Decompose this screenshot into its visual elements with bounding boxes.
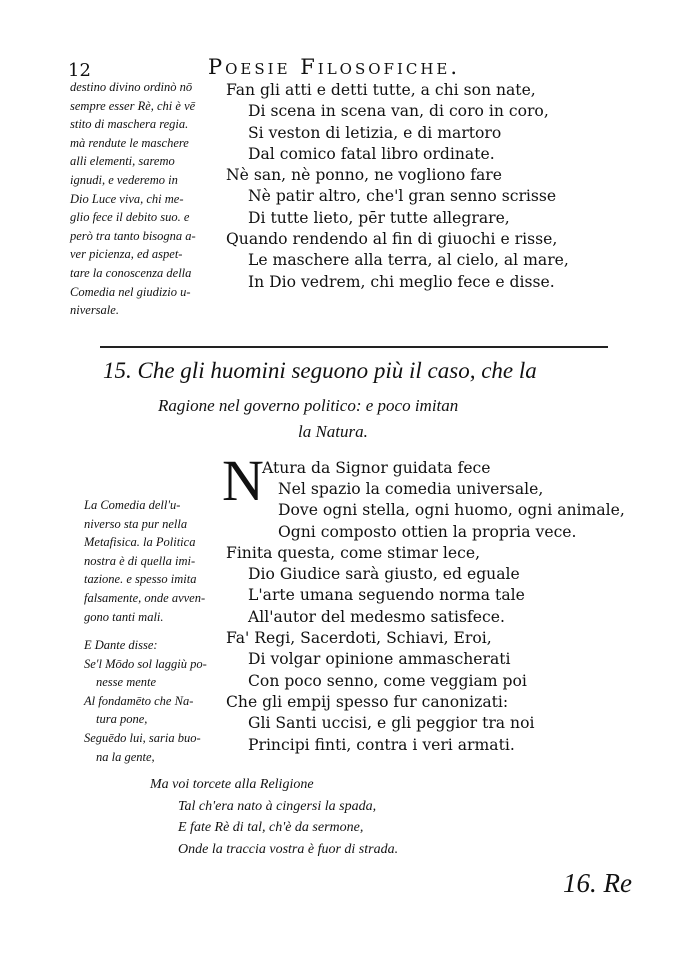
margin-line: ver picienza, ed aspet- [70, 247, 183, 262]
catchword: 16. Re [563, 868, 632, 898]
verse-line: Le maschere alla terra, al cielo, al mare, [248, 251, 569, 270]
margin-line: gono tanti mali. [84, 609, 164, 624]
verse-line: Di volgar opinione ammascherati [248, 650, 511, 669]
verse-line: Dio Giudice sarà giusto, ed eguale [248, 565, 520, 584]
margin-line: nesse mente [96, 675, 157, 690]
verse-line: Con poco senno, come veggiam poi [248, 671, 527, 690]
verse-line: Ogni composto ottien la propria vece. [278, 522, 577, 541]
verse-line: Di scena in scena van, di coro in coro, [248, 102, 549, 121]
section-divider [100, 346, 608, 348]
verse-line: Dove ogni stella, ogni huomo, ogni animale, [278, 501, 625, 520]
margin-line: alli elementi, saremo [70, 154, 175, 169]
margin-line: sempre esser Rè, chi è vē [70, 98, 196, 113]
margin-line: Al fondamēto che Na- [84, 693, 194, 708]
margin-line: Seguēdo lui, saria buo- [84, 730, 201, 745]
verse-line: Dal comico fatal libro ordinate. [248, 144, 495, 163]
margin-line: destino divino ordinò nō [70, 80, 193, 94]
margin-line: stito di maschera regia. [70, 117, 189, 132]
quote-line: E fate Rè di tal, ch'è da sermone, [178, 820, 364, 835]
margin-line: Se'l Mōdo sol laggiù po- [84, 656, 207, 671]
margin-note-2 [84, 496, 205, 626]
margin-line: ignudi, e vederemo in [70, 172, 178, 187]
margin-line: tare la conoscenza della [70, 265, 192, 280]
drop-cap: N [222, 448, 264, 513]
quote-line: Onde la traccia vostra è fuor di strada. [178, 841, 399, 857]
margin-line: mà rendute le maschere [70, 135, 189, 150]
verse-line: Principi finti, contra i veri armati. [248, 735, 515, 754]
verse-line: Nel spazio la comedia universale, [278, 480, 544, 498]
margin-line: Dio Luce viva, chi me- [70, 191, 184, 206]
verse-line: Che gli empij spesso fur canonizati: [226, 692, 509, 711]
verse-line: L'arte umana seguendo norma tale [248, 586, 525, 605]
margin-note-3 [84, 636, 207, 766]
verse-block-2 [226, 479, 625, 756]
margin-line: niverso sta pur nella [84, 516, 188, 531]
dante-quotation [150, 774, 398, 860]
margin-line: Metafisica. la Politica [84, 535, 196, 550]
poem-title-line-1: 15. Che gli huomini seguono più il caso, che la [103, 358, 537, 383]
verse-line: All'autor del medesmo satisfece. [248, 607, 505, 626]
margin-line: tura pone, [96, 712, 148, 727]
page-number: 12 [68, 60, 91, 81]
margin-line: però tra tanto bisogna a- [70, 228, 196, 243]
margin-line: tazione. e spesso imita [84, 572, 197, 587]
verse-line: Fan gli atti e detti tutte, a chi son nate, [226, 81, 536, 99]
margin-line: E Dante disse: [84, 638, 158, 652]
poem-title-line-3: la Natura. [298, 422, 368, 441]
margin-line: niversale. [70, 303, 119, 318]
margin-line: Comedia nel giudizio u- [70, 284, 191, 299]
verse-line: Quando rendendo al fin di giuochi e risse, [226, 230, 558, 249]
verse-line: Gli Santi uccisi, e gli peggior tra noi [248, 714, 535, 733]
verse-line: Nè san, nè ponno, ne vogliono fare [226, 166, 502, 185]
margin-line: falsamente, onde avven- [84, 590, 206, 605]
poem-title-line-2: Ragione nel governo politico: e poco imitan [158, 396, 459, 415]
margin-line: na la gente, [96, 749, 155, 764]
verse-line: Si veston di letizia, e di martoro [248, 123, 502, 142]
margin-line: glio fece il debito suo. e [70, 210, 190, 225]
verse-line: Atura da Signor guidata fece [262, 459, 491, 477]
margin-line: nostra è di quella imi- [84, 553, 196, 568]
margin-line: La Comedia dell'u- [84, 498, 181, 512]
verse-line: Fa' Regi, Sacerdoti, Schiavi, Eroi, [226, 629, 492, 648]
running-title: Poesie Filosofiche. [208, 55, 461, 79]
verse-line: In Dio vedrem, chi meglio fece e disse. [248, 272, 555, 291]
margin-note-1 [70, 78, 196, 320]
verse-block-2-first [262, 458, 491, 479]
verse-line: Finita questa, come stimar lece, [226, 543, 481, 562]
verse-line: Nè patir altro, che'l gran senno scrisse [248, 187, 557, 206]
quote-line: Ma voi torcete alla Religione [150, 777, 314, 792]
verse-block-1 [226, 80, 569, 293]
quote-line: Tal ch'era nato à cingersi la spada, [178, 798, 377, 814]
verse-line: Di tutte lieto, pēr tutte allegrare, [248, 208, 510, 227]
